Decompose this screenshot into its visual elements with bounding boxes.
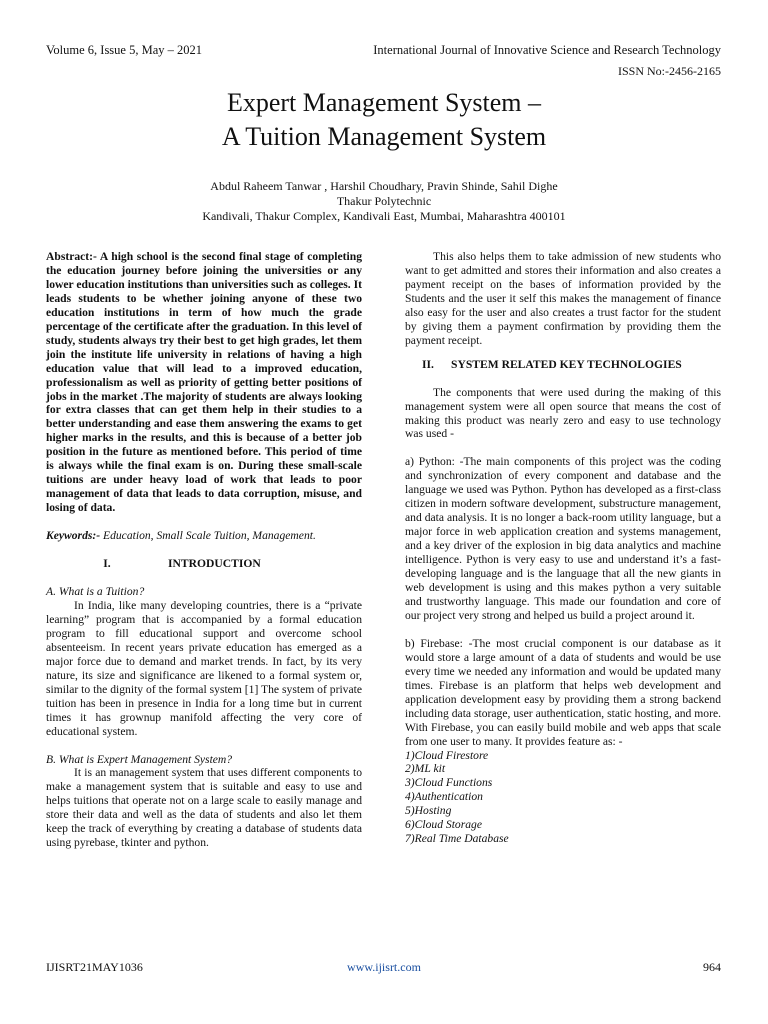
subsection-a-title: A. What is a Tuition? [46, 585, 145, 599]
list-item: 2)ML kit [405, 762, 446, 776]
list-item: 5)Hosting [405, 804, 452, 818]
header-journal: International Journal of Innovative Science and Research Technology [373, 43, 721, 57]
footer-paper-id: IJISRT21MAY1036 [46, 960, 143, 974]
section-heading-introduction [46, 557, 362, 571]
right-column [405, 250, 721, 846]
abstract: Abstract:- A high school is the second final stage of completing the education journey before joining the universities or any lower education institutions than universities such as colleges. It leads students to be whether joining anyone of these two education institutions in term of how much the grade percentage of the certificate after the graduation. In this level of study, students always try their best to get high grades, let them join the institute life university in relations of having a high education value that will lead to a improved education, professionalism as well as priority of getting better positions of jobs in the market .The majority of students are always looking for extra classes that can get them help in their studies to a better understanding and ease them answering the exams to get higher marks in the results, and this is because of a better job position in the future as mentioned before. This period of time is always while the final exam is on. During these small-scale tuitions are under heavy load of work that leads to poor management of data that leads to data corruption, misuse, and losing of data. [46, 250, 362, 515]
section-heading-technologies [405, 358, 721, 372]
address: Kandivali, Thakur Complex, Kandivali East, Mumbai, Maharashtra 400101 [202, 209, 566, 223]
section-title: SYSTEM RELATED KEY TECHNOLOGIES [451, 357, 682, 371]
section-title: INTRODUCTION [168, 557, 261, 571]
section-number: II. [422, 357, 434, 371]
title-line-2: A Tuition Management System [221, 122, 547, 151]
section-2-intro: The components that were used during the making of this management system were all open source that means the cost of making this product was nearly zero and easy to use technology was used - [405, 385, 721, 441]
header-issn: ISSN No:-2456-2165 [617, 64, 721, 78]
footer-page-number: 964 [703, 960, 721, 974]
keywords-label: Keywords:- [46, 529, 101, 543]
firebase-paragraph: b) Firebase: -The most crucial component is our database as it would store a large amount of a data of students and would be use every time we needed any information and would be updated many times. Firebase is an platform that helps web development and application development easy by providing them a strong backend including data storage, user authentication, static hosting, and more. With Firebase, you can easily build mobile and web apps that scale from one user to many. It provides feature as: - [405, 636, 721, 748]
paper-title [0, 86, 768, 154]
institution: Thakur Polytechnic [336, 194, 432, 208]
keywords-text: Education, Small Scale Tuition, Management. [100, 529, 316, 543]
footer-website-link[interactable]: www.ijisrt.com [347, 960, 421, 974]
subsection-b-text: It is an management system that uses different components to make a management system that is suitable and easy to use and helps tuitions that operate not on a large scale to easily manage and store their data and well as the data of students and also let them keep the track of everything by creating a database of students data using pyrebase, tkinter and python. [46, 766, 362, 850]
list-item: 4)Authentication [405, 790, 483, 804]
list-item: 6)Cloud Storage [405, 818, 482, 832]
subsection-b-title: B. What is Expert Management System? [46, 752, 233, 766]
author-block [0, 179, 768, 224]
intro-continued: This also helps them to take admission of new students who want to get admitted and stores their information and also creates a payment receipt on the bases of information provided by the Students and the user it self this makes the management of finance also easy for the user and also creates a trust factor for the student by giving them a payment confirmation by providing them the payment receipt. [405, 250, 721, 347]
list-item: 3)Cloud Functions [405, 776, 493, 790]
list-item: 1)Cloud Firestore [405, 748, 489, 762]
left-column [46, 250, 362, 850]
keywords [46, 529, 362, 543]
header-volume: Volume 6, Issue 5, May – 2021 [46, 43, 203, 57]
authors: Abdul Raheem Tanwar , Harshil Choudhary, Pravin Shinde, Sahil Dighe [210, 179, 558, 193]
python-paragraph: a) Python: -The main components of this project was the coding and synchronization of every component and database and the language we used was Python. Python has developed as a first-class citizen in modern software development, substructure management, and data analysis. It is no longer a back-room utility language, but a major force in web application creation and systems management, and a key driver of the explosion in big data analytics and machine intelligence. Python is very easy to use and understand it’s a fast-developing language and is the language that all the new giants in web development is using and this makes python a very suitable and trustworthy language. This made our foundation and core of our project very strong and helped us build a project around it. [405, 455, 721, 622]
title-line-1: Expert Management System – [226, 88, 542, 117]
list-item: 7)Real Time Database [405, 832, 509, 846]
subsection-a-text: In India, like many developing countries, there is a “private learning” program that is accompanied by a formal education program to fill educational support and overcome school absenteeism. In recent years private education has emerged as a major force due to demand and market trends. In fact, by its very nature, its size and significance are likened to a formal system or, similar to the dignity of the formal system [1] The system of private tuition has been in presence in India for a long time but in current times it has grownup manifold affecting the very core of educational system. [46, 598, 362, 738]
firebase-features-list [405, 749, 721, 847]
section-number: I. [103, 557, 111, 571]
